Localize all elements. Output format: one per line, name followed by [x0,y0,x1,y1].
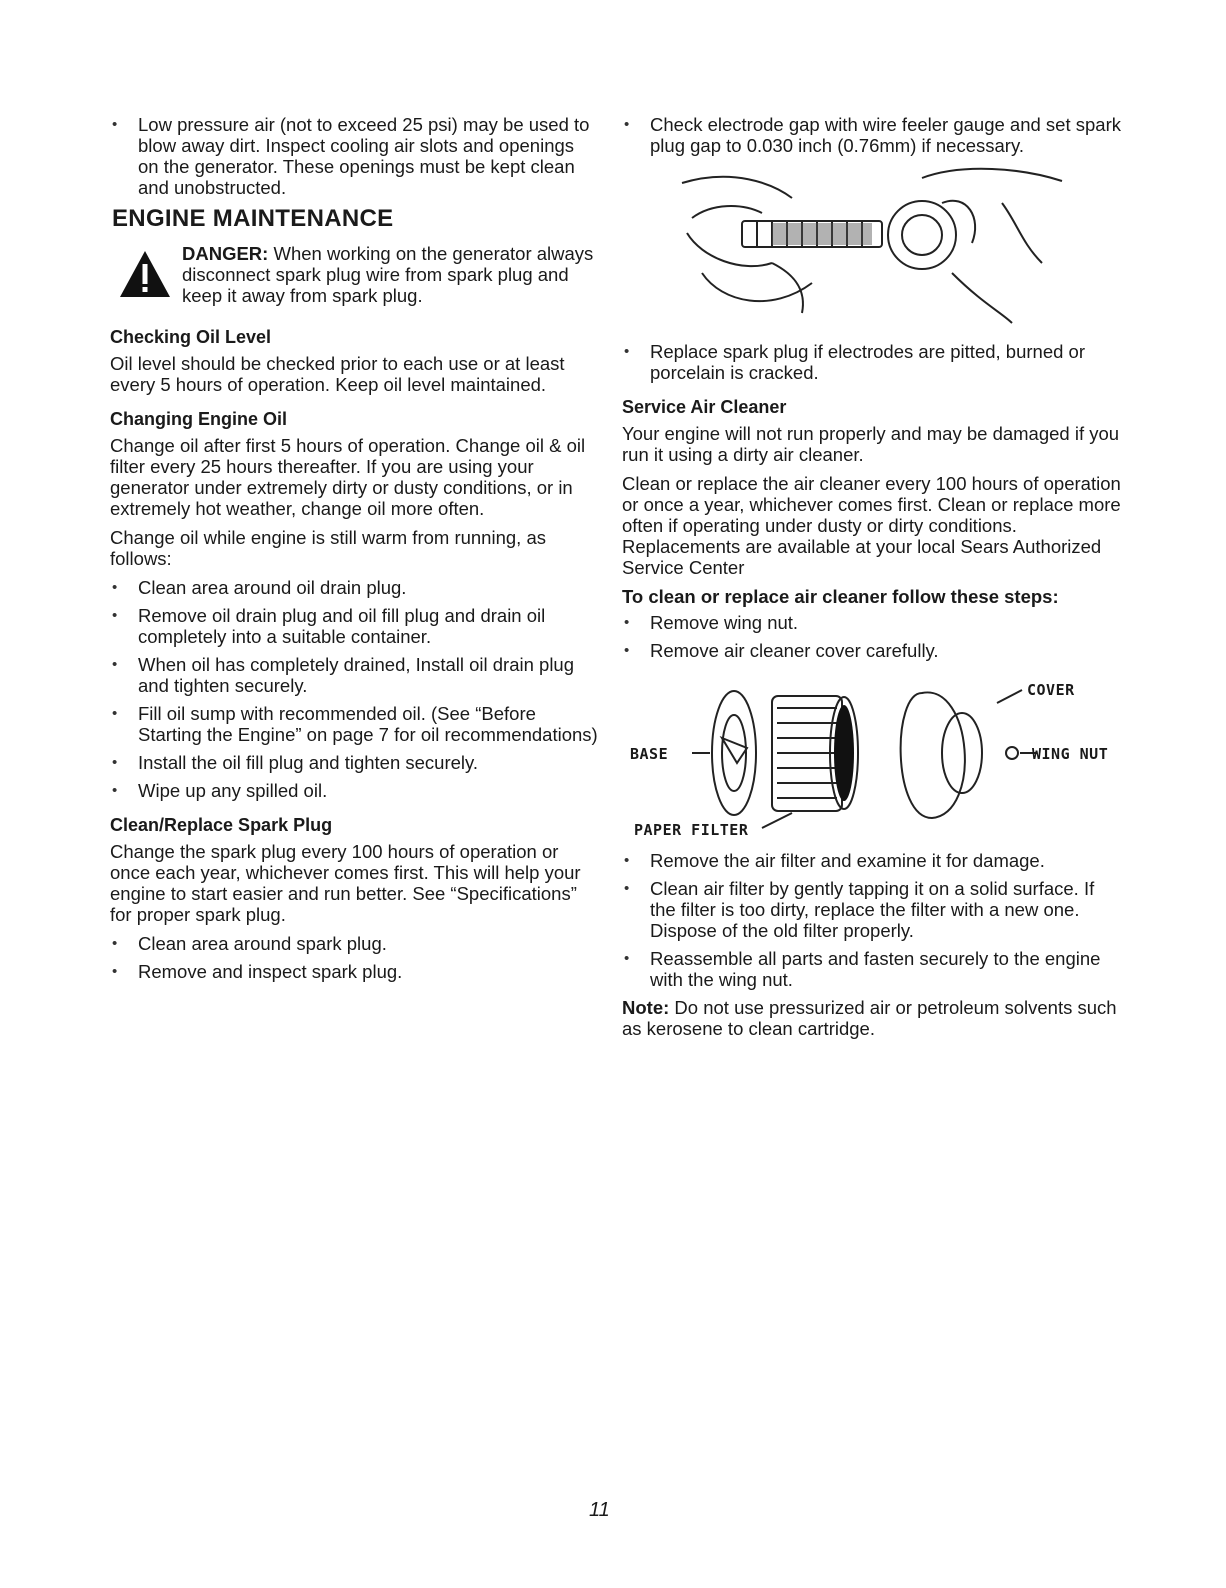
paper-filter-label: PAPER FILTER [634,821,749,839]
list-item: • Clean area around spark plug. [110,933,598,954]
note-text: Do not use pressurized air or petroleum solvents such as kerosene to clean cartridge. [622,997,1117,1039]
checking-oil-heading: Checking Oil Level [110,327,272,347]
spark-plug-steps [110,933,598,982]
list-item: • Remove and inspect spark plug. [110,961,598,982]
air-cleaner-steps-a [622,612,1122,661]
spark-plug-heading: Clean/Replace Spark Plug [110,815,333,835]
list-item: • Wipe up any spilled oil. [110,780,598,801]
list-item: • Check electrode gap with wire feeler gauge and set spark plug gap to 0.030 inch (0.76mm) if necessary. [622,114,1122,156]
cover-label: COVER [1027,681,1075,699]
replace-bullet-list [622,341,1122,383]
changing-oil-para-1: Change oil after first 5 hours of operation. Change oil & oil filter every 25 hours thereafter. If you are using your generator under extremely dirty or dusty conditions, or in extremely hot weather, change oil more often. [110,435,586,519]
page-number: 11 [589,1499,610,1521]
gap-bullet-list [622,114,1122,156]
list-item: • When oil has completely drained, Install oil drain plug and tighten securely. [110,654,598,696]
list-item: • Replace spark plug if electrodes are pitted, burned or porcelain is cracked. [622,341,1122,383]
list-item: • Remove the air filter and examine it for damage. [622,850,1122,871]
list-item: • Low pressure air (not to exceed 25 psi) may be used to blow away dirt. Inspect cooling air slots and openings on the generator. These openings must be kept clean and unobstructed. [110,114,598,198]
danger-label: DANGER: [182,243,269,264]
oil-change-steps [110,577,598,801]
air-cleaner-heading: Service Air Cleaner [622,397,787,417]
wing-nut-label: WING NUT [1032,745,1109,763]
spark-plug-gauge-icon [622,163,1122,331]
danger-notice [110,243,598,309]
section-title: ENGINE MAINTENANCE [112,205,394,232]
spark-plug-gap-illustration [622,163,1122,331]
list-item: • Clean air filter by gently tapping it on a solid surface. If the filter is too dirty, replace the filter with a new one. Dispose of the old filter properly. [622,878,1122,941]
left-column [110,114,598,989]
note-label: Note: [622,997,670,1018]
warning-triangle-icon [118,249,172,299]
list-item: • Remove wing nut. [622,612,1122,633]
right-column [622,114,1122,1047]
changing-oil-para-2: Change oil while engine is still warm from running, as follows: [110,527,546,569]
air-cleaner-para-1: Your engine will not run properly and may be damaged if you run it using a dirty air cleaner. [622,423,1120,465]
list-item: • Remove air cleaner cover carefully. [622,640,1122,661]
list-item: • Clean area around oil drain plug. [110,577,598,598]
base-label: BASE [630,745,669,763]
air-cleaner-steps-title: To clean or replace air cleaner follow these steps: [622,586,1059,607]
intro-bullet-list [110,114,598,198]
air-cleaner-steps-b [622,850,1122,990]
spark-plug-text: Change the spark plug every 100 hours of operation or once each year, whichever comes first. This will help your engine to start easier and run better. See “Specifications” for proper spark plug. [110,841,581,925]
list-item: • Fill oil sump with recommended oil. (See “Before Starting the Engine” on page 7 for oil recommendations) [110,703,598,745]
air-cleaner-illustration [622,668,1122,840]
danger-text: When working on the generator always disconnect spark plug wire from spark plug and keep it away from spark plug. [182,243,594,306]
list-item: • Reassemble all parts and fasten securely to the engine with the wing nut. [622,948,1122,990]
list-item: • Install the oil fill plug and tighten securely. [110,752,598,773]
air-cleaner-note [622,997,1122,1039]
list-item: • Remove oil drain plug and oil fill plug and drain oil completely into a suitable container. [110,605,598,647]
air-cleaner-para-2: Clean or replace the air cleaner every 100 hours of operation or once a year, whichever comes first. Clean or replace more often if operating under dusty or dirty conditions. Replacements are available at your local Sears Authorized Service Center [622,473,1121,578]
changing-oil-heading: Changing Engine Oil [110,409,287,429]
checking-oil-text: Oil level should be checked prior to each use or at least every 5 hours of operation. Keep oil level maintained. [110,353,565,395]
